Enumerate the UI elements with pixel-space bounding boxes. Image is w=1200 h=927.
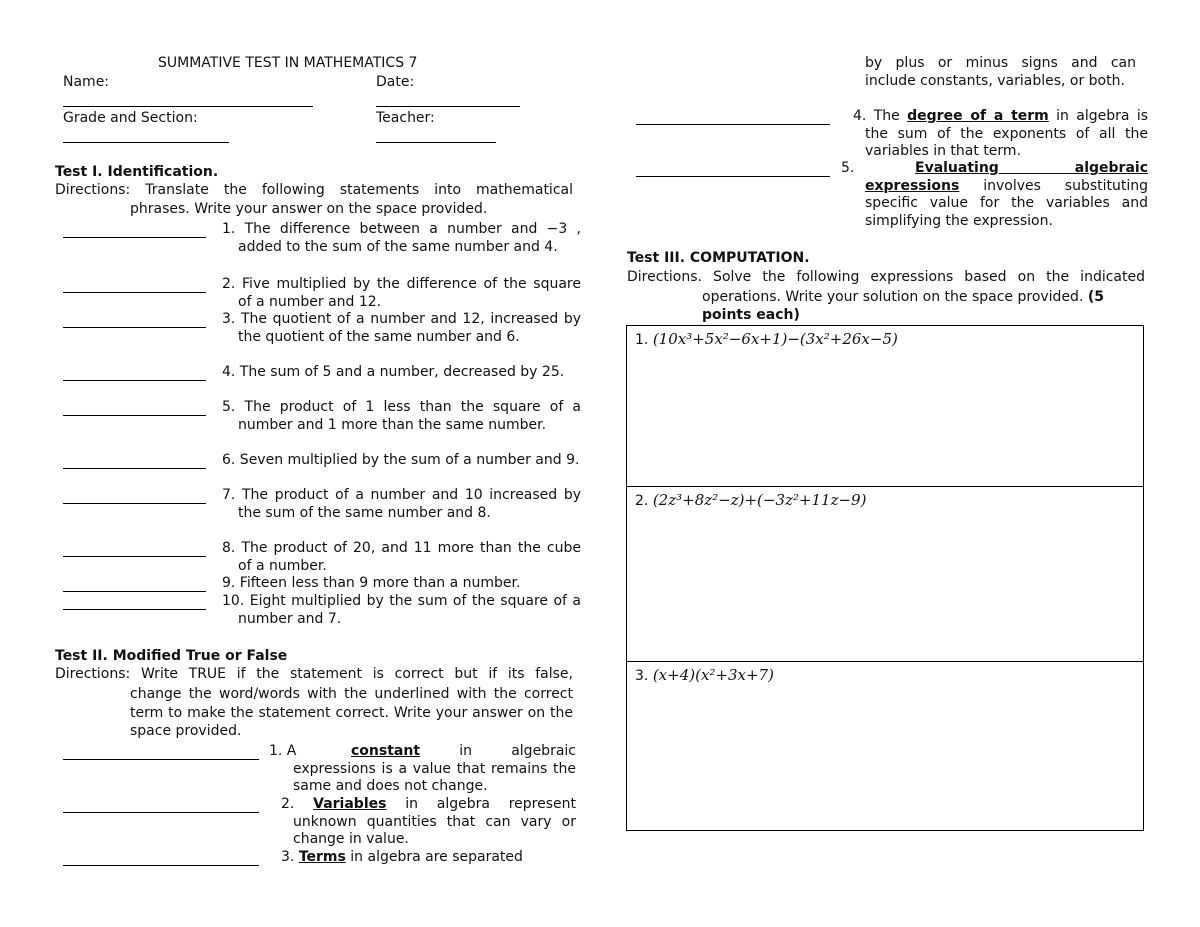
problem-2-label: 2. [635,493,649,509]
test2-directions-line1: Directions: Write TRUE if the statement is correct but if its false, [55,666,573,682]
answer-blank-t1-8[interactable] [63,556,206,557]
test3-directions-line1: Directions. Solve the following expressions based on the indicated [627,269,1145,285]
t1-item-4: 4. The sum of 5 and a number, decreased by 25. [222,364,565,380]
test3-directions-line2: operations. Write your solution on the space provided. [702,289,1084,305]
answer-blank-t1-9[interactable] [63,591,206,592]
t2-item-3-term: Terms [298,849,346,865]
answer-blank-t2-2[interactable] [63,812,259,813]
t1-item-10: 10. Eight multiplied by the sum of the square of a number and 7. [222,593,581,627]
t2-item-4-num: 4. The [853,108,900,124]
date-label: Date: [376,74,415,90]
test1-directions-line1: Directions: Translate the following statements into mathematical [55,182,573,198]
test3-directions-rest [702,288,1147,324]
t2-item-5 [841,160,1149,230]
test1-heading: Test I. Identification. [55,164,219,180]
t1-item-1: 1. The difference between a number and −3 , added to the sum of the same number and 4. [222,221,581,255]
computation-box-3[interactable] [626,661,1144,831]
t2-item-3 [281,849,564,867]
computation-box-1[interactable] [626,325,1144,487]
t2-item-1-num: 1. A [269,743,297,759]
test3-heading: Test III. COMPUTATION. [627,250,810,266]
t2-item-4-rest: in algebra is the sum of the exponents of all the variables in that term. [865,108,1149,160]
t2-item-3-continued: by plus or minus signs and can include constants, variables, or both. [865,55,1136,89]
test3-points: (5 points each) [702,289,1104,323]
t2-item-2 [281,796,576,849]
teacher-field[interactable] [376,142,496,143]
answer-blank-t1-6[interactable] [63,468,206,469]
t2-item-2-term: Variables [313,796,387,812]
answer-blank-t2-5[interactable] [636,176,830,177]
answer-blank-t1-1[interactable] [63,237,206,238]
problem-1-label: 1. [635,332,649,348]
problem-3-label: 3. [635,668,649,684]
problem-2 [635,491,866,509]
problem-1 [635,330,898,348]
name-field[interactable] [63,106,313,107]
t1-item-9: 9. Fifteen less than 9 more than a number. [222,575,521,591]
problem-3-expression: (x+4)(x²+3x+7) [652,666,774,684]
test2-heading: Test II. Modified True or False [55,648,288,664]
answer-blank-t1-2[interactable] [63,292,206,293]
date-field[interactable] [376,106,520,107]
problem-2-expression: (2z³+8z²−z)+(−3z²+11z−9) [652,491,867,509]
t1-item-2: 2. Five multiplied by the difference of the square of a number and 12. [222,276,581,310]
test1-directions-line2: phrases. Write your answer on the space provided. [130,201,488,217]
t1-item-3: 3. The quotient of a number and 12, increased by the quotient of the same number and 6. [222,311,581,345]
t2-item-1-term: constant [351,743,421,759]
answer-blank-t2-4[interactable] [636,124,830,125]
t2-item-3-rest: in algebra are separated [350,849,523,865]
name-label: Name: [63,74,110,90]
t1-item-5: 5. The product of 1 less than the square of a number and 1 more than the same number. [222,399,581,433]
t2-item-4 [853,108,1148,161]
page-title: SUMMATIVE TEST IN MATHEMATICS 7 [158,55,418,71]
t1-item-7: 7. The product of a number and 10 increased by the sum of the same number and 8. [222,487,581,521]
t2-item-4-term: degree of a term [907,108,1049,124]
teacher-label: Teacher: [376,110,435,126]
t2-item-1 [269,743,576,796]
t2-item-5-rest: involves substituting specific value for the variables and simplifying the expression. [865,177,1149,229]
t2-item-2-rest: in algebra represent unknown quantities that can vary or change in value. [293,796,577,848]
t2-item-1-rest: in algebraic expressions is a value that remains the same and does not change. [293,743,576,795]
answer-blank-t1-7[interactable] [63,503,206,504]
t2-item-5-num: 5. [841,160,855,176]
answer-blank-t1-10[interactable] [63,609,206,610]
grade-field[interactable] [63,142,229,143]
answer-blank-t2-1[interactable] [63,759,259,760]
t1-item-6: 6. Seven multiplied by the sum of a number and 9. [222,452,580,468]
grade-label: Grade and Section: [63,110,198,126]
t1-item-8: 8. The product of 20, and 11 more than the cube of a number. [222,540,581,574]
answer-blank-t1-3[interactable] [63,327,206,328]
computation-box-2[interactable] [626,486,1144,662]
answer-blank-t2-3[interactable] [63,865,259,866]
test2-directions-rest: change the word/words with the underlined with the correct term to make the statement correct. Write your answer on the space provided. [130,686,573,739]
problem-1-expression: (10x³+5x²−6x+1)−(3x²+26x−5) [652,330,898,348]
problem-3 [635,666,774,684]
t2-item-2-num: 2. [281,796,295,812]
answer-blank-t1-5[interactable] [63,415,206,416]
t2-item-3-num: 3. [281,849,295,865]
answer-blank-t1-4[interactable] [63,380,206,381]
t2-item-5-term: Evaluating algebraic expressions [865,160,1148,194]
